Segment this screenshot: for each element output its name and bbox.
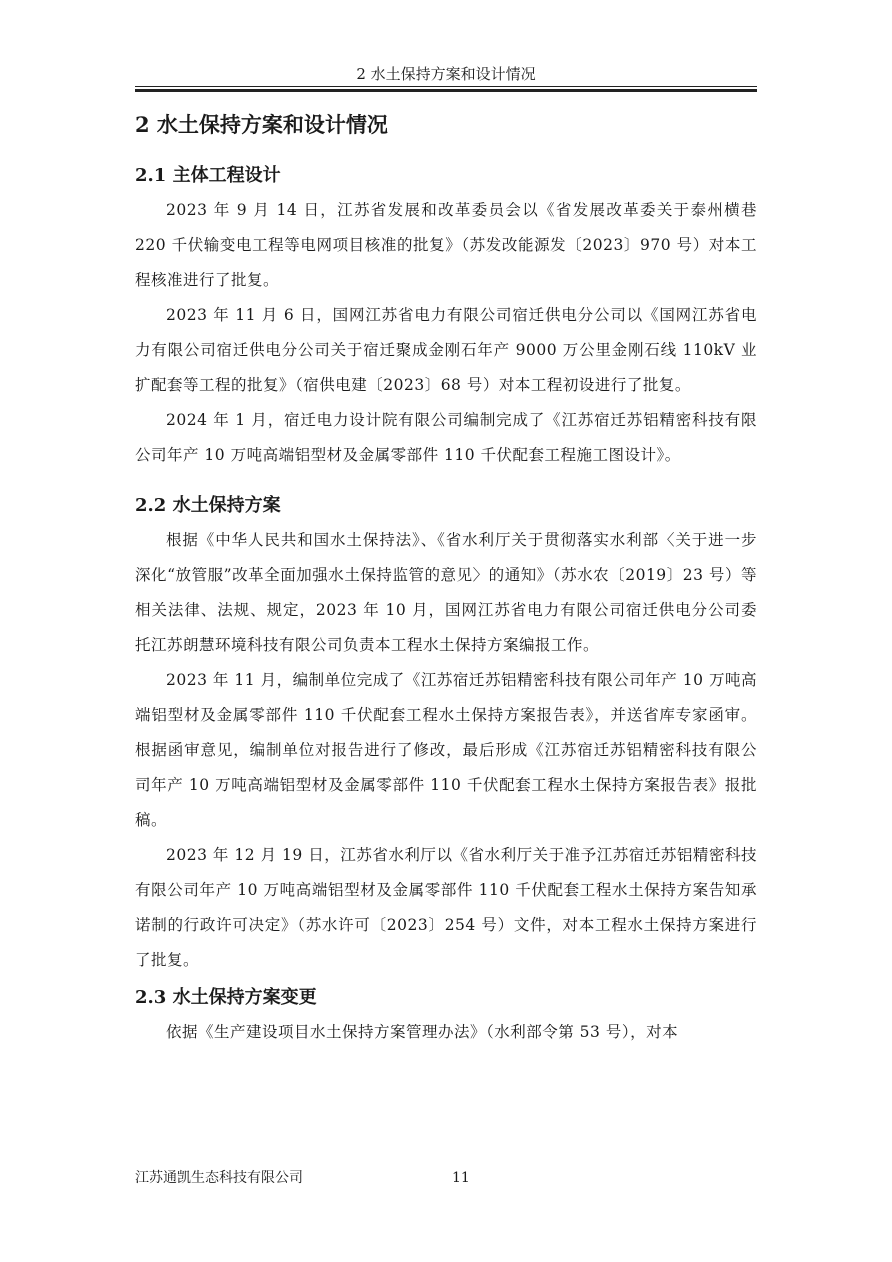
paragraph: 依据《生产建设项目水土保持方案管理办法》（水利部令第 53 号），对本 [166, 1023, 679, 1041]
paragraph: 2023 年 12 月 19 日，江苏省水利厅以《省水利厅关于准予江苏宿迁苏铝精密科技有限公司年产 10 万吨高端铝型材及金属零部件 110 千伏配套工程水土保持方案告知承诺制的行政许可决定》（苏水许可〔2023〕254 号）文件，对本工程水土保持方案进行了批复。 [135, 846, 757, 969]
paragraph: 根据《中华人民共和国水土保持法》、《省水利厅关于贯彻落实水利部〈关于进一步深化“放管服”改革全面加强水土保持监管的意见〉的通知》（苏水农〔2019〕23 号）等相关法律、法规、规定，2023 年 10 月，国网江苏省电力有限公司宿迁供电分公司委托江苏朗慧环境科技有限公司负责本工程水土保持方案编报工作。 [135, 531, 757, 654]
paragraph: 2023 年 9 月 14 日，江苏省发展和改革委员会以《省发展改革委关于泰州横巷 220 千伏输变电工程等电网项目核准的批复》（苏发改能源发〔2023〕970 号）对本工程核准进行了批复。 [135, 201, 757, 289]
footer-company: 江苏通凯生态科技有限公司 [135, 1170, 303, 1186]
chapter-title: 2 水土保持方案和设计情况 [135, 112, 388, 137]
section-heading-2-2: 2.2 水土保持方案 [135, 495, 281, 516]
section-heading-2-3: 2.3 水土保持方案变更 [135, 987, 317, 1008]
running-header: 2 水土保持方案和设计情况 [356, 65, 536, 83]
section-heading-2-1: 2.1 主体工程设计 [135, 165, 281, 186]
header-rule-thin [135, 86, 757, 87]
paragraph: 2023 年 11 月 6 日，国网江苏省电力有限公司宿迁供电分公司以《国网江苏省电力有限公司宿迁供电分公司关于宿迁聚成金刚石年产 9000 万公里金刚石线 110kV 业扩配套等工程的批复》（宿供电建〔2023〕68 号）对本工程初设进行了批复。 [135, 306, 757, 394]
page-footer [135, 1168, 757, 1188]
header-rule-thick [135, 89, 757, 92]
paragraph: 2023 年 11 月，编制单位完成了《江苏宿迁苏铝精密科技有限公司年产 10 万吨高端铝型材及金属零部件 110 千伏配套工程水土保持方案报告表》，并送省库专家函审。根据函审意见，编制单位对报告进行了修改，最后形成《江苏宿迁苏铝精密科技有限公司年产 10 万吨高端铝型材及金属零部件 110 千伏配套工程水土保持方案报告表》报批稿。 [135, 671, 757, 829]
page-body [135, 106, 757, 1050]
paragraph: 2024 年 1 月，宿迁电力设计院有限公司编制完成了《江苏宿迁苏铝精密科技有限公司年产 10 万吨高端铝型材及金属零部件 110 千伏配套工程施工图设计》。 [135, 411, 757, 464]
page-number: 11 [452, 1170, 470, 1186]
